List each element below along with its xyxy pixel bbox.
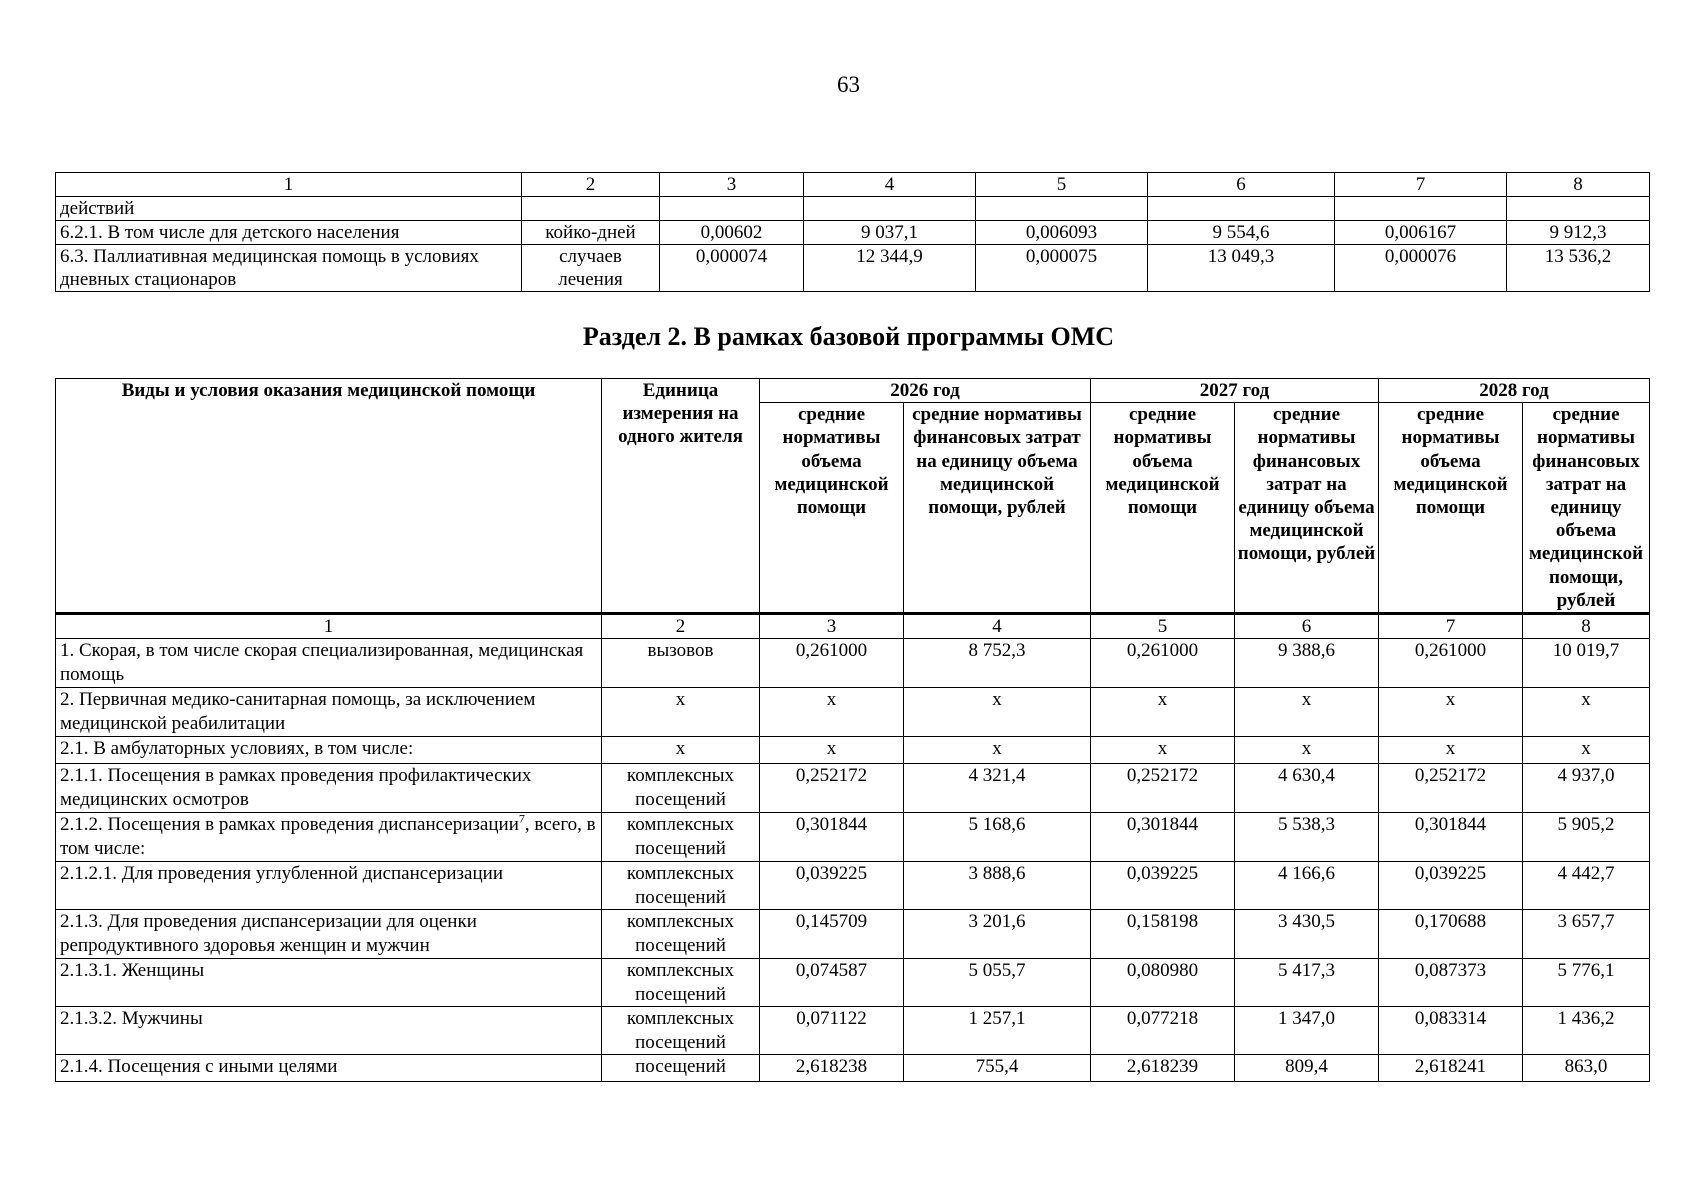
header-year-2027: 2027 год xyxy=(1091,379,1379,403)
table-row xyxy=(56,197,1650,221)
row-name: 2.1.4. Посещения с иными целями xyxy=(56,1055,602,1082)
row-value: 3 430,5 xyxy=(1235,910,1379,959)
table-row xyxy=(56,1055,1650,1082)
row-value: 0,261000 xyxy=(1379,639,1523,688)
row-value: х xyxy=(1523,688,1650,737)
row-value: 0,087373 xyxy=(1379,959,1523,1007)
row-value: 0,071122 xyxy=(760,1007,904,1055)
column-number: 2 xyxy=(602,614,760,639)
row-value: 10 019,7 xyxy=(1523,639,1650,688)
row-name: 2. Первичная медико-санитарная помощь, за исключением медицинской реабилитации xyxy=(56,688,602,737)
row-value: 0,252172 xyxy=(1379,764,1523,813)
column-number: 4 xyxy=(904,614,1091,639)
column-number-row xyxy=(56,173,1650,197)
table-row xyxy=(56,688,1650,737)
row-name-text: 2.1.2. Посещения в рамках проведения диспансеризации xyxy=(60,814,519,836)
row-value: 809,4 xyxy=(1235,1055,1379,1082)
row-value xyxy=(976,197,1148,221)
row-value: х xyxy=(1091,737,1235,764)
row-name: 1. Скорая, в том числе скорая специализированная, медицинская помощь xyxy=(56,639,602,688)
table-row xyxy=(56,1007,1650,1055)
row-value: х xyxy=(1379,737,1523,764)
table-row xyxy=(56,245,1650,292)
row-name: действий xyxy=(56,197,522,221)
row-value: 0,074587 xyxy=(760,959,904,1007)
row-value: 8 752,3 xyxy=(904,639,1091,688)
table-row xyxy=(56,221,1650,245)
column-number: 7 xyxy=(1335,173,1507,197)
row-value: 3 201,6 xyxy=(904,910,1091,959)
row-name xyxy=(56,813,602,862)
row-name: 2.1.3.1. Женщины xyxy=(56,959,602,1007)
row-value: 13 049,3 xyxy=(1148,245,1335,292)
header-year-2026: 2026 год xyxy=(760,379,1091,403)
row-value: 2,618241 xyxy=(1379,1055,1523,1082)
row-value: 0,301844 xyxy=(1379,813,1523,862)
row-value: 0,080980 xyxy=(1091,959,1235,1007)
row-name: 6.3. Паллиативная медицинская помощь в условиях дневных стационаров xyxy=(56,245,522,292)
row-value xyxy=(1507,197,1650,221)
column-number: 2 xyxy=(522,173,660,197)
row-value: х xyxy=(1235,737,1379,764)
column-number: 3 xyxy=(760,614,904,639)
column-number: 6 xyxy=(1148,173,1335,197)
row-value: 1 257,1 xyxy=(904,1007,1091,1055)
row-value: 0,000076 xyxy=(1335,245,1507,292)
row-value: 5 538,3 xyxy=(1235,813,1379,862)
row-value xyxy=(1148,197,1335,221)
row-value: 4 321,4 xyxy=(904,764,1091,813)
row-value: 5 168,6 xyxy=(904,813,1091,862)
column-number: 5 xyxy=(1091,614,1235,639)
row-value: 2,618239 xyxy=(1091,1055,1235,1082)
header-unit: Единица измерения на одного жителя xyxy=(602,379,760,614)
row-value: 3 888,6 xyxy=(904,862,1091,910)
column-number: 1 xyxy=(56,614,602,639)
row-value: 0,170688 xyxy=(1379,910,1523,959)
column-number: 8 xyxy=(1507,173,1650,197)
row-value: 863,0 xyxy=(1523,1055,1650,1082)
row-value: х xyxy=(760,737,904,764)
row-value: 755,4 xyxy=(904,1055,1091,1082)
header-kinds: Виды и условия оказания медицинской помощи xyxy=(56,379,602,614)
page-number: 63 xyxy=(837,72,860,97)
row-value: 9 912,3 xyxy=(1507,221,1650,245)
table-row xyxy=(56,764,1650,813)
row-value: 9 037,1 xyxy=(804,221,976,245)
row-value: 4 442,7 xyxy=(1523,862,1650,910)
row-value: 3 657,7 xyxy=(1523,910,1650,959)
row-name: 2.1. В амбулаторных условиях, в том числе: xyxy=(56,737,602,764)
row-value: 0,252172 xyxy=(760,764,904,813)
row-value xyxy=(804,197,976,221)
row-value: 0,158198 xyxy=(1091,910,1235,959)
row-value: 0,301844 xyxy=(1091,813,1235,862)
row-unit: вызовов xyxy=(602,639,760,688)
column-number: 1 xyxy=(56,173,522,197)
row-value: 0,000075 xyxy=(976,245,1148,292)
row-unit: комплексных посещений xyxy=(602,1007,760,1055)
row-value: 0,083314 xyxy=(1379,1007,1523,1055)
table-row xyxy=(56,910,1650,959)
header-volume-2027: средние нормативы объема медицинской помощи xyxy=(1091,403,1235,614)
table-row xyxy=(56,737,1650,764)
row-value xyxy=(1335,197,1507,221)
row-value: 2,618238 xyxy=(760,1055,904,1082)
header-cost-2026: средние нормативы финансовых затрат на единицу объема медицинской помощи, рублей xyxy=(904,403,1091,614)
row-value: 4 630,4 xyxy=(1235,764,1379,813)
row-value: 0,039225 xyxy=(1379,862,1523,910)
main-table xyxy=(55,378,1650,1082)
row-unit: х xyxy=(602,737,760,764)
row-unit: койко-дней xyxy=(522,221,660,245)
row-value: 1 436,2 xyxy=(1523,1007,1650,1055)
column-number: 8 xyxy=(1523,614,1650,639)
row-value: х xyxy=(1379,688,1523,737)
row-name-tail: , всего, в том числе: xyxy=(60,814,596,859)
row-value: 0,145709 xyxy=(760,910,904,959)
row-name: 2.1.3. Для проведения диспансеризации для оценки репродуктивного здоровья женщин и мужчин xyxy=(56,910,602,959)
row-value: х xyxy=(760,688,904,737)
row-unit xyxy=(522,197,660,221)
column-number: 4 xyxy=(804,173,976,197)
row-value: 0,261000 xyxy=(760,639,904,688)
row-unit: комплексных посещений xyxy=(602,910,760,959)
row-unit: комплексных посещений xyxy=(602,862,760,910)
row-value: 9 554,6 xyxy=(1148,221,1335,245)
row-value: 9 388,6 xyxy=(1235,639,1379,688)
row-value: 12 344,9 xyxy=(804,245,976,292)
column-number-row xyxy=(56,614,1650,639)
row-value: 5 417,3 xyxy=(1235,959,1379,1007)
row-value: 5 905,2 xyxy=(1523,813,1650,862)
row-unit: комплексных посещений xyxy=(602,959,760,1007)
row-value: 0,00602 xyxy=(660,221,804,245)
row-value: 1 347,0 xyxy=(1235,1007,1379,1055)
header-volume-2026: средние нормативы объема медицинской помощи xyxy=(760,403,904,614)
row-value: 4 937,0 xyxy=(1523,764,1650,813)
column-number: 5 xyxy=(976,173,1148,197)
row-value: 0,261000 xyxy=(1091,639,1235,688)
row-unit: случаев лечения xyxy=(522,245,660,292)
row-value: 5 055,7 xyxy=(904,959,1091,1007)
row-value: 13 536,2 xyxy=(1507,245,1650,292)
row-value: х xyxy=(1235,688,1379,737)
row-unit: комплексных посещений xyxy=(602,813,760,862)
continued-table xyxy=(55,172,1650,292)
column-number: 7 xyxy=(1379,614,1523,639)
row-value xyxy=(660,197,804,221)
row-value: 0,000074 xyxy=(660,245,804,292)
table-row xyxy=(56,862,1650,910)
row-name: 6.2.1. В том числе для детского населения xyxy=(56,221,522,245)
column-number: 6 xyxy=(1235,614,1379,639)
row-value: 0,006167 xyxy=(1335,221,1507,245)
column-number: 3 xyxy=(660,173,804,197)
row-value: 4 166,6 xyxy=(1235,862,1379,910)
row-value: х xyxy=(904,737,1091,764)
row-name: 2.1.3.2. Мужчины xyxy=(56,1007,602,1055)
header-cost-2028: средние нормативы финансовых затрат на единицу объема медицинской помощи, рублей xyxy=(1523,403,1650,614)
row-value: 0,039225 xyxy=(1091,862,1235,910)
row-value: х xyxy=(1523,737,1650,764)
header-volume-2028: средние нормативы объема медицинской помощи xyxy=(1379,403,1523,614)
row-value: х xyxy=(1091,688,1235,737)
row-unit: комплексных посещений xyxy=(602,764,760,813)
row-value: 0,301844 xyxy=(760,813,904,862)
row-value: 0,077218 xyxy=(1091,1007,1235,1055)
row-value: 0,006093 xyxy=(976,221,1148,245)
section-title: Раздел 2. В рамках базовой программы ОМС xyxy=(582,322,1115,351)
row-value: 0,252172 xyxy=(1091,764,1235,813)
row-unit: х xyxy=(602,688,760,737)
table-row xyxy=(56,813,1650,862)
row-value: х xyxy=(904,688,1091,737)
row-value: 5 776,1 xyxy=(1523,959,1650,1007)
row-value: 0,039225 xyxy=(760,862,904,910)
table-row xyxy=(56,959,1650,1007)
header-year-2028: 2028 год xyxy=(1379,379,1650,403)
table-row xyxy=(56,639,1650,688)
row-name: 2.1.1. Посещения в рамках проведения профилактических медицинских осмотров xyxy=(56,764,602,813)
footnote-marker: 7 xyxy=(518,812,525,826)
row-name: 2.1.2.1. Для проведения углубленной диспансеризации xyxy=(56,862,602,910)
header-cost-2027: средние нормативы финансовых затрат на единицу объема медицинской помощи, рублей xyxy=(1235,403,1379,614)
row-unit: посещений xyxy=(602,1055,760,1082)
